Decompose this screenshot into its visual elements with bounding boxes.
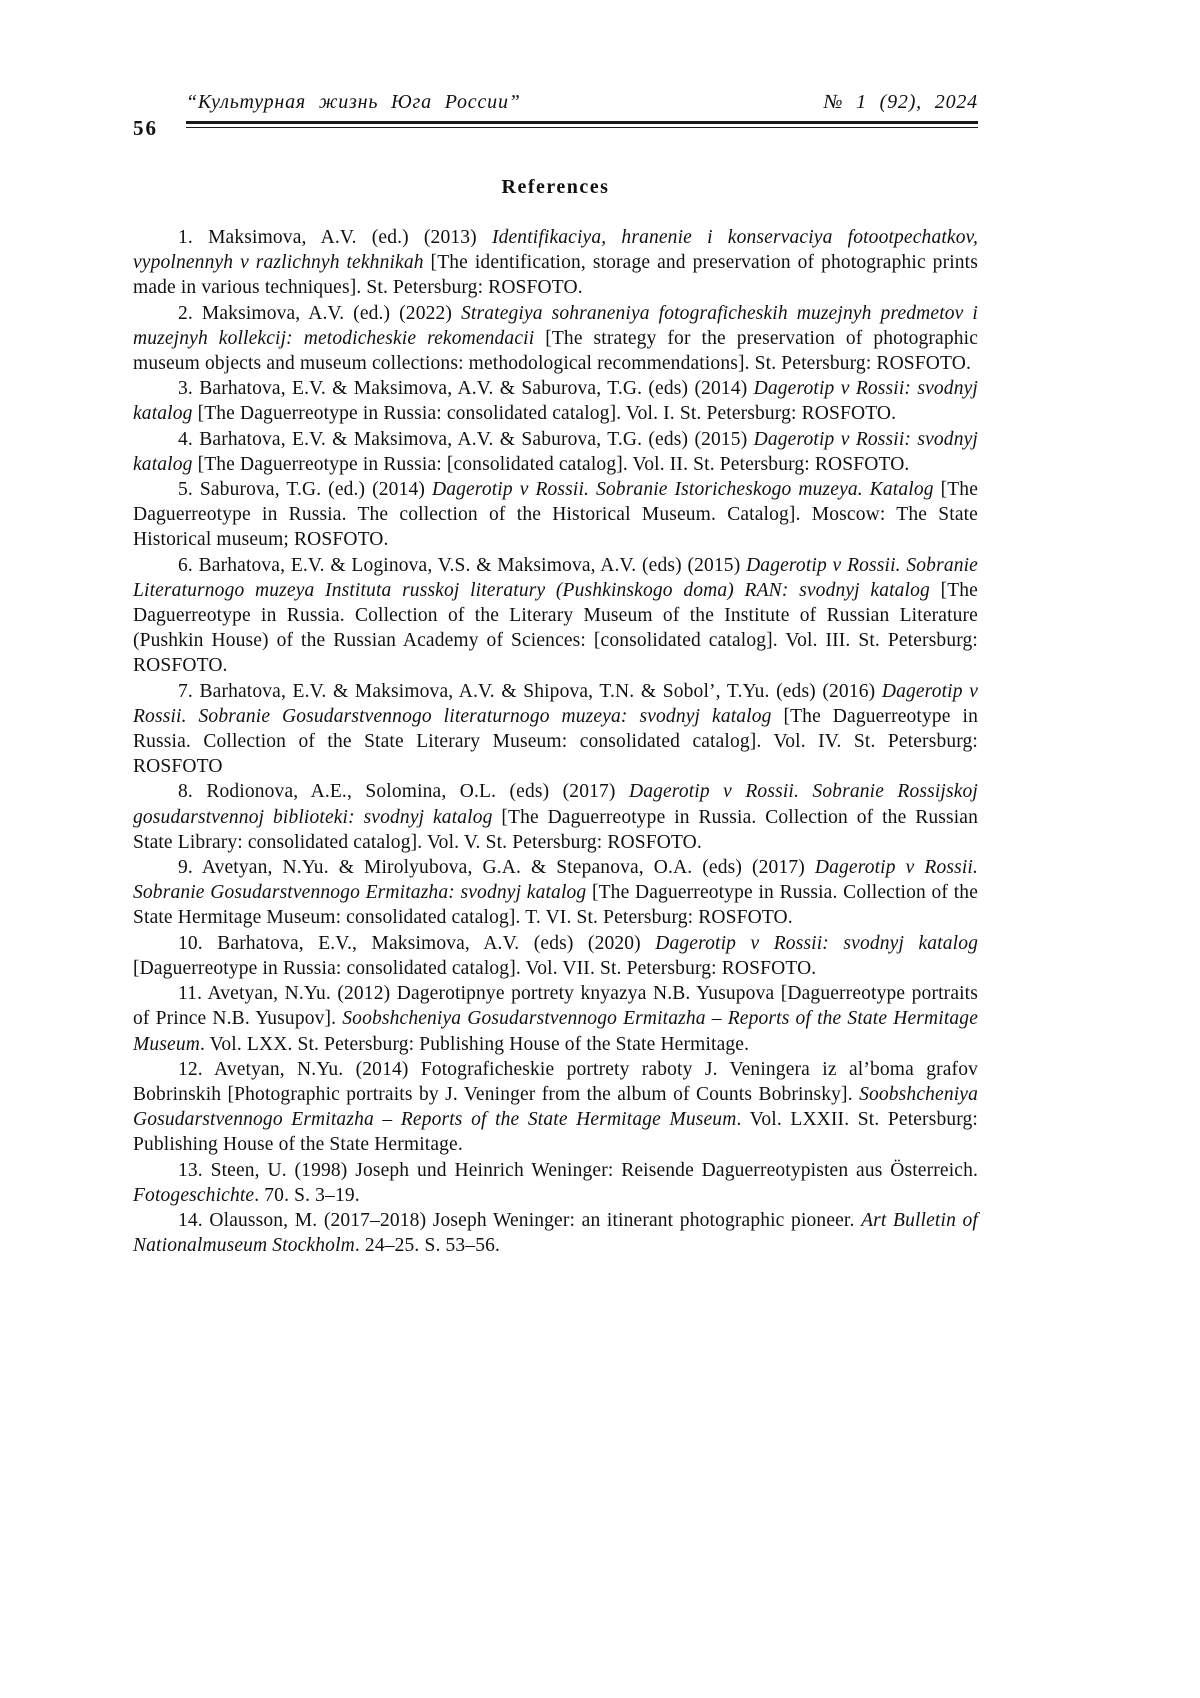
journal-issue: № 1 (92), 2024 bbox=[823, 91, 978, 113]
journal-title: “Культурная жизнь Юга России” bbox=[186, 91, 521, 113]
reference-text: 12. Avetyan, N.Yu. (2014) Fotograficheskie portrety raboty J. Veningera iz al’boma grafov Bobrinskih [Photographic portraits by J. Veninger from the album of Counts Bobrinsky]. bbox=[133, 1058, 978, 1105]
reference-title-italic: Fotogeschichte bbox=[133, 1184, 255, 1206]
reference-text: 3. Barhatova, E.V. & Maksimova, A.V. & Saburova, T.G. (eds) (2014) bbox=[178, 378, 754, 400]
reference-text: . 24–25. S. 53–56. bbox=[354, 1235, 501, 1257]
reference-text: [The Daguerreotype in Russia. Collection of the State Hermitage Museum: consolidated catalog]. T. VI. St. Petersburg: ROSFOTO. bbox=[133, 882, 978, 929]
reference-title-italic: Dagerotip v Rossii: svodnyj katalog bbox=[133, 428, 978, 475]
reference-item bbox=[133, 225, 978, 301]
running-head-text-row bbox=[186, 90, 978, 114]
references-list bbox=[133, 225, 978, 1258]
reference-item bbox=[133, 679, 978, 780]
reference-title-italic: Dagerotip v Rossii: svodnyj katalog bbox=[133, 378, 978, 425]
reference-text: 6. Barhatova, E.V. & Loginova, V.S. & Maksimova, A.V. (eds) (2015) bbox=[178, 554, 747, 576]
rule-thick bbox=[186, 121, 978, 124]
reference-text: 13. Steen, U. (1998) Joseph und Heinrich Weninger: Reisende Daguerreotypisten aus Österreich. bbox=[178, 1159, 978, 1181]
reference-item bbox=[133, 1208, 978, 1258]
reference-title-italic: Dagerotip v Rossii. Sobranie Gosudarstvennogo Ermitazha: svodnyj katalog bbox=[133, 857, 978, 904]
reference-item bbox=[133, 1158, 978, 1208]
reference-text: . Vol. LXX. St. Petersburg: Publishing House of the State Hermitage. bbox=[199, 1033, 750, 1055]
reference-text: 8. Rodionova, A.E., Solomina, O.L. (eds) (2017) bbox=[178, 781, 629, 803]
reference-text: 14. Olausson, M. (2017–2018) Joseph Weninger: an itinerant photographic pioneer. bbox=[178, 1209, 862, 1231]
reference-text: [The Daguerreotype in Russia. Collection of the Russian State Library: consolidated catalog]. Vol. V. St. Petersburg: ROSFOTO. bbox=[133, 806, 978, 853]
reference-item bbox=[133, 553, 978, 679]
reference-title-italic: Dagerotip v Rossii. Sobranie Istoricheskogo muzeya. Katalog bbox=[431, 479, 941, 501]
reference-title-italic: Identifikaciya, hranenie i konservaciya fotootpechatkov, vypolnennyh v razlichnyh tekhnikah bbox=[133, 227, 978, 274]
reference-text: 2. Maksimova, A.V. (ed.) (2022) bbox=[178, 302, 462, 324]
running-head-rule-row bbox=[133, 116, 978, 140]
reference-text: [The strategy for the preservation of photographic museum objects and museum collections: methodological recommendations]. St. Petersburg: ROSFOTO. bbox=[133, 327, 979, 375]
reference-title-italic: Dagerotip v Rossii. Sobranie Literaturnogo muzeya Instituta russkoj literatury (Pushkinskogo doma) RAN: svodnyj katalog bbox=[133, 554, 978, 601]
reference-text: [The Daguerreotype in Russia: [consolidated catalog]. Vol. II. St. Petersburg: ROSFOTO. bbox=[197, 453, 910, 475]
reference-text: 10. Barhatova, E.V., Maksimova, A.V. (eds) (2020) bbox=[178, 932, 656, 954]
reference-item bbox=[133, 301, 978, 377]
reference-text: [The Daguerreotype in Russia. Collection of the State Literary Museum: consolidated catalog]. Vol. IV. St. Petersburg: ROSFOTO bbox=[133, 705, 978, 778]
reference-text: [The identification, storage and preservation of photographic prints made in various techniques]. St. Petersburg: ROSFOTO. bbox=[133, 252, 978, 299]
reference-item bbox=[133, 855, 978, 931]
reference-title-italic: Soobshcheniya Gosudarstvennogo Ermitazha – Reports of the State Hermitage Museum bbox=[133, 1008, 979, 1055]
reference-text: [Daguerreotype in Russia: consolidated catalog]. Vol. VII. St. Petersburg: ROSFOTO. bbox=[133, 957, 817, 979]
reference-text: 1. Maksimova, A.V. (ed.) (2013) bbox=[178, 227, 492, 248]
reference-text: 11. Avetyan, N.Yu. (2012) Dagerotipnye portrety knyazya N.B. Yusupova [Daguerreotype portraits of Prince N.B. Yusupov]. bbox=[133, 983, 978, 1030]
reference-text: . Vol. LXXII. St. Petersburg: Publishing House of the State Hermitage. bbox=[133, 1109, 979, 1156]
reference-text: 5. Saburova, T.G. (ed.) (2014) bbox=[178, 479, 432, 501]
double-rule bbox=[186, 121, 978, 128]
reference-item bbox=[133, 981, 978, 1057]
reference-item bbox=[133, 427, 978, 477]
rule-thin bbox=[186, 127, 978, 128]
reference-text: 9. Avetyan, N.Yu. & Mirolyubova, G.A. & Stepanova, O.A. (eds) (2017) bbox=[178, 857, 815, 879]
reference-title-italic: Art Bulletin of Nationalmuseum Stockholm bbox=[133, 1209, 978, 1257]
reference-text: 7. Barhatova, E.V. & Maksimova, A.V. & Shipova, T.N. & Sobol’, T.Yu. (eds) (2016) bbox=[178, 680, 882, 702]
reference-title-italic: Strategiya sohraneniya fotograficheskih muzejnyh predmetov i muzejnyh kollekcij: metodicheskie rekomendacii bbox=[133, 302, 979, 349]
reference-text: . 70. S. 3–19. bbox=[254, 1184, 360, 1206]
reference-item bbox=[133, 779, 978, 855]
reference-text: [The Daguerreotype in Russia: consolidated catalog]. Vol. I. St. Petersburg: ROSFOTO. bbox=[197, 403, 897, 425]
reference-item bbox=[133, 376, 978, 426]
reference-item bbox=[133, 477, 978, 553]
page-content bbox=[133, 90, 978, 1258]
page-number: 56 bbox=[133, 116, 158, 140]
reference-item bbox=[133, 931, 978, 981]
reference-text: [The Daguerreotype in Russia. The collection of the Historical Museum. Catalog]. Moscow: The State Historical museum; ROSFOTO. bbox=[133, 479, 979, 551]
section-title: References bbox=[501, 176, 610, 198]
reference-text: 4. Barhatova, E.V. & Maksimova, A.V. & Saburova, T.G. (eds) (2015) bbox=[178, 428, 754, 450]
reference-title-italic: Soobshcheniya Gosudarstvennogo Ermitazha – Reports of the State Hermitage Museum bbox=[133, 1083, 978, 1131]
reference-title-italic: Dagerotip v Rossii. Sobranie Gosudarstvennogo literaturnogo muzeya: svodnyj katalog bbox=[133, 680, 978, 727]
reference-title-italic: Dagerotip v Rossii. Sobranie Rossijskoj gosudarstvennoj biblioteki: svodnyj katalog bbox=[133, 781, 978, 828]
reference-text: [The Daguerreotype in Russia. Collection of the Literary Museum of the Institute of Russian Literature (Pushkin House) of the Russian Academy of Sciences: [consolidated catalog]. Vol. III. St. Petersburg: ROSFOTO. bbox=[133, 579, 978, 677]
reference-title-italic: Dagerotip v Rossii: svodnyj katalog bbox=[655, 932, 978, 954]
running-head bbox=[133, 90, 978, 140]
reference-item bbox=[133, 1057, 978, 1158]
